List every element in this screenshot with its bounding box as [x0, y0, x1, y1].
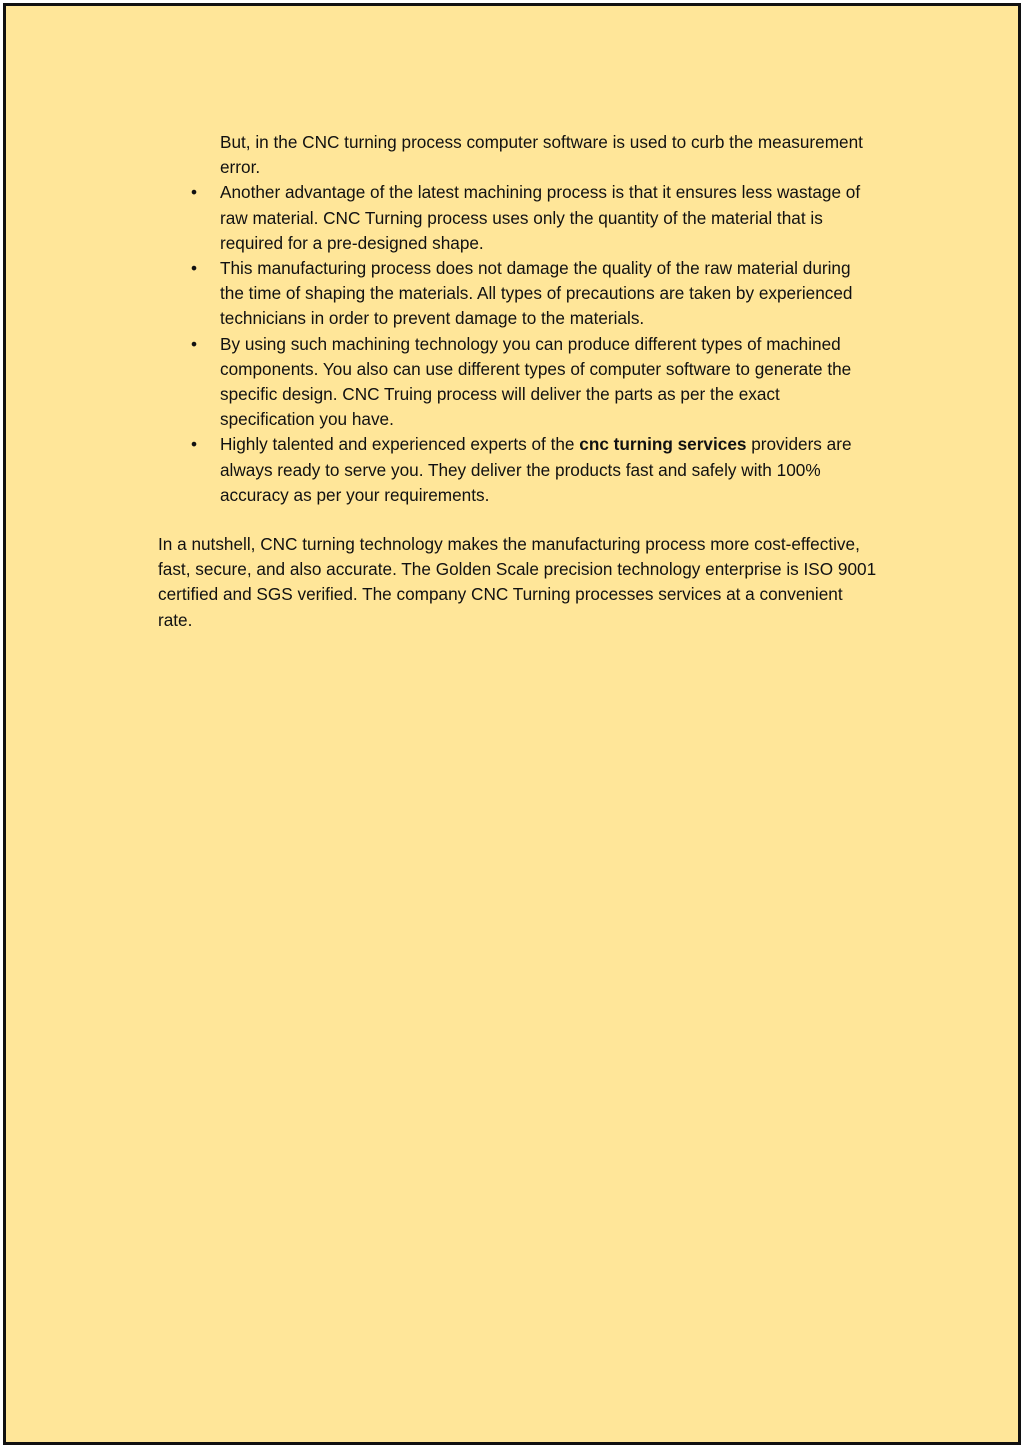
list-item: [158, 432, 878, 508]
list-item: [158, 332, 878, 433]
list-item: [158, 180, 878, 256]
bullet-icon: •: [191, 333, 198, 354]
list-item-text: This manufacturing process does not damage the quality of the raw material during the time of shaping the materials. All types of precautions are taken by experienced technicians in order to prevent damage to the materials.: [220, 258, 853, 329]
bullet-icon: •: [191, 434, 198, 455]
list-item-text: By using such machining technology you can produce different types of machined components. You also can use different types of computer software to generate the specific design. CNC Truing process will deliver the parts as per the exact specification you have.: [220, 333, 852, 430]
continuation-paragraph: But, in the CNC turning process computer software is used to curb the measurement error.: [220, 132, 863, 178]
list-item-text: Another advantage of the latest machining process is that it ensures less wastage of raw material. CNC Turning process uses only the quantity of the material that is required for a pre-designed shape.: [220, 182, 861, 253]
bullet-icon: •: [191, 258, 198, 279]
list-item-text-after: providers are always ready to serve you. They deliver the products fast and safely with 100% accuracy as per your requirements.: [220, 434, 852, 505]
summary-paragraph: In a nutshell, CNC turning technology makes the manufacturing process more cost-effective, fast, secure, and also accurate. The Golden Scale precision technology enterprise is ISO 9001 certified and SGS verified. The company CNC Turning processes services at a convenient rate.: [158, 534, 877, 630]
list-item: [158, 256, 878, 332]
document-body: [158, 130, 878, 633]
document-page: [3, 3, 1021, 1445]
advantages-list: [158, 180, 878, 508]
list-item-text-before: Highly talented and experienced experts of the: [220, 434, 580, 455]
bullet-icon: •: [191, 182, 198, 203]
keyword-link-text: cnc turning services: [579, 434, 747, 455]
